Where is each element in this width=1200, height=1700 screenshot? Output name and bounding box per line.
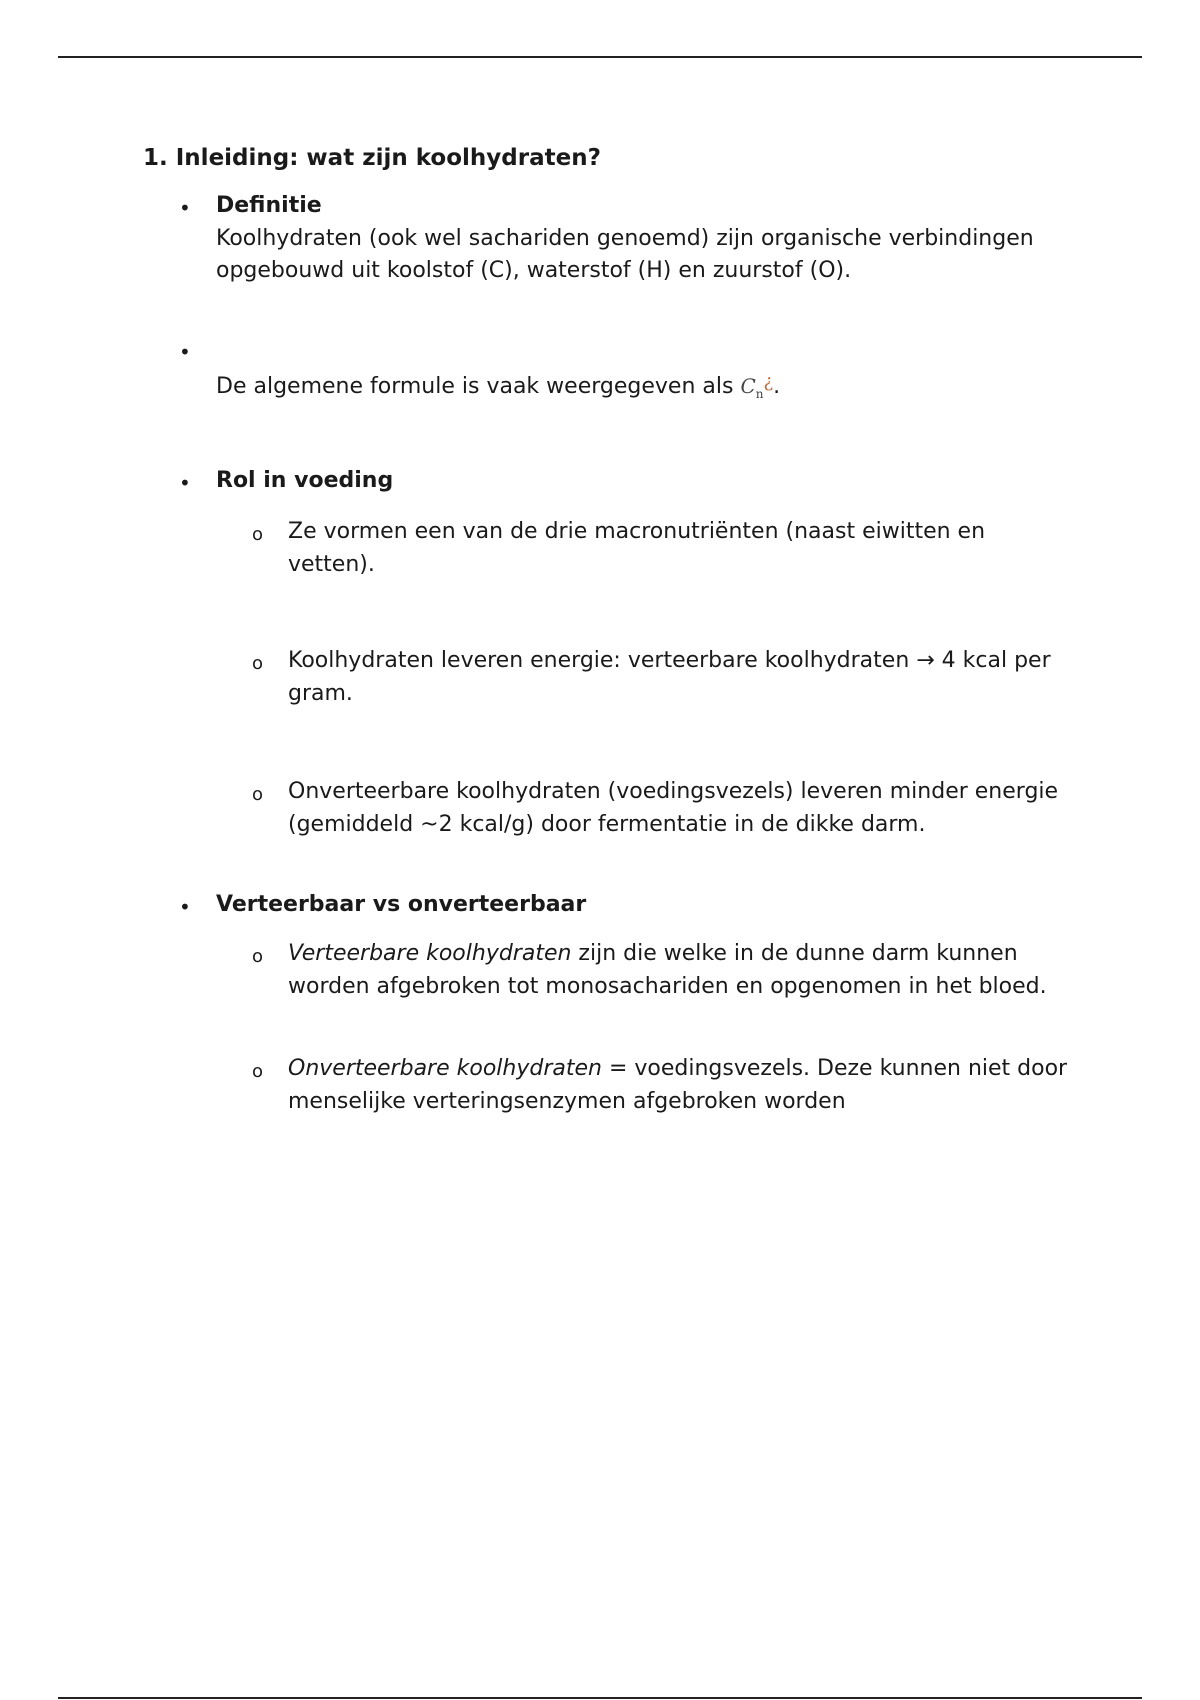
verteerbaar-item-2-term: Onverteerbare koolhydraten <box>288 1056 602 1081</box>
formule-block <box>216 370 1076 411</box>
sub-bullet-verteerbaar-2: o <box>252 1061 264 1082</box>
sub-bullet-verteerbaar-1: o <box>252 946 264 967</box>
sub-bullet-rol-2: o <box>252 653 264 674</box>
sub-bullet-rol-3: o <box>252 784 264 805</box>
bullet-definitie: • <box>179 196 191 220</box>
top-rule <box>58 56 1142 58</box>
bullet-verteerbaar: • <box>179 895 191 919</box>
rol-item-2: Koolhydraten leveren energie: verteerbare koolhydraten → 4 kcal per gram. <box>288 648 1051 706</box>
formula <box>740 371 774 401</box>
sub-bullet-rol-1: o <box>252 524 264 545</box>
formule-text: De algemene formule is vaak weergegeven als <box>216 374 741 399</box>
verteerbaar-item-2-text: = voedingsvezels. Deze kunnen niet door menselijke verteringsenzymen afgebroken worden <box>288 1056 1068 1114</box>
bullet-rol: • <box>179 471 191 495</box>
formule-end: . <box>773 374 781 399</box>
verteerbaar-item-2 <box>288 1053 1078 1118</box>
definitie-title: Definitie <box>216 193 322 218</box>
rol-item-1: Ze vormen een van de drie macronutriënten (naast eiwitten en vetten). <box>288 519 986 577</box>
section-heading: 1. Inleiding: wat zijn koolhydraten? <box>143 145 601 171</box>
bullet-formule: • <box>179 340 191 364</box>
rol-title: Rol in voeding <box>216 468 394 493</box>
verteerbaar-item-1 <box>288 938 1078 1003</box>
verteerbaar-item-1-term: Verteerbare koolhydraten <box>288 941 572 966</box>
rol-item-3: Onverteerbare koolhydraten (voedingsvezels) leveren minder energie (gemiddeld ~2 kcal/g) door fermentatie in de dikke darm. <box>288 779 1059 837</box>
verteerbaar-title: Verteerbaar vs onverteerbaar <box>216 892 587 917</box>
formula-base: C <box>740 374 756 398</box>
bottom-rule <box>58 1697 1142 1699</box>
definitie-block <box>216 190 1076 288</box>
formula-sub: n <box>755 387 764 401</box>
formula-glyph: ¿ <box>763 371 774 392</box>
definitie-text: Koolhydraten (ook wel sachariden genoemd) zijn organische verbindingen opgebouwd uit koolstof (C), waterstof (H) en zuurstof (O). <box>216 225 1034 283</box>
verteerbaar-item-1-text: zijn die welke in de dunne darm kunnen worden afgebroken tot monosachariden en opgenomen in het bloed. <box>288 941 1047 999</box>
